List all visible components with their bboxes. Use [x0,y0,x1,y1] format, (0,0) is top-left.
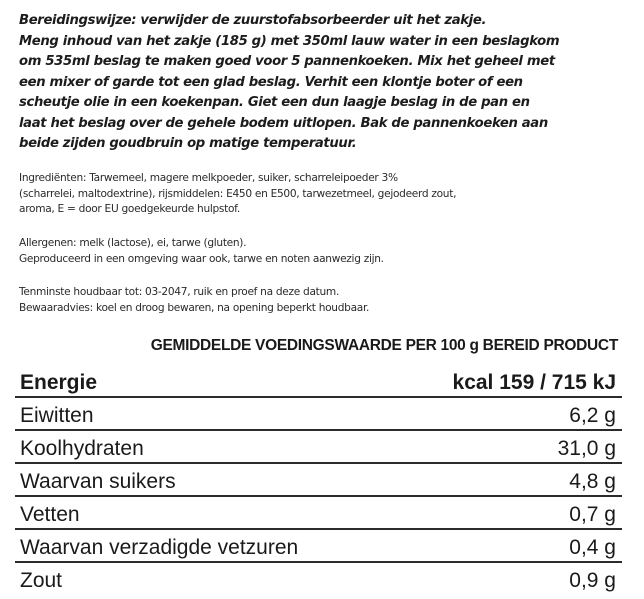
preparation-line: laat het beslag over de gehele bodem uitlopen. Bak de pannenkoeken aan [19,115,548,131]
preparation-line: een mixer of garde tot een glad beslag. Verhit een klontje boter of een [19,74,523,90]
ingredients-line: (scharrelei, maltodextrine), rijsmiddelen: E450 en E500, tarwezetmeel, gejodeerd zout, [19,187,457,200]
nutrition-row-energy [15,364,622,398]
nutrient-label: Zout [20,569,63,592]
preparation-line: beide zijden goudbruin op matige temperatuur. [19,136,357,151]
nutrient-label: Vetten [20,503,80,526]
nutrient-label: Waarvan verzadigde vetzuren [20,536,299,559]
allergens-section [19,236,629,267]
nutrient-value: 0,4 g [569,536,616,559]
preparation-line: scheutje olie in een koekenpan. Giet een dun laagje beslag in de pan en [19,95,530,110]
nutrient-value: 0,7 g [569,503,616,526]
preparation-line: om 535ml beslag te maken goed voor 5 pannenkoeken. Mix het geheel met [19,54,555,69]
preparation-line: Meng inhoud van het zakje (185 g) met 350ml lauw water in een beslagkom [19,33,560,49]
allergens-line: Allergenen: melk (lactose), ei, tarwe (gluten). [19,237,247,249]
nutrition-row-saturated-fat [15,530,622,563]
ingredients-section [19,171,629,218]
preparation-line: Bereidingswijze: verwijder de zuurstofabsorbeerder uit het zakje. [19,13,487,28]
nutrient-label: Koolhydraten [20,437,144,460]
nutrient-label: Eiwitten [20,404,94,427]
nutrition-row-protein [15,398,622,431]
nutrient-value: 4,8 g [569,470,616,493]
nutrition-table [15,364,622,594]
nutrition-row-carbohydrates [15,431,622,464]
preparation-instructions [19,11,629,155]
nutrition-row-sugars [15,464,622,497]
storage-line: Bewaaradvies: koel en droog bewaren, na opening beperkt houdbaar. [19,301,370,314]
storage-line: Tenminste houdbaar tot: 03-2047, ruik en proef na deze datum. [19,286,340,298]
nutrition-row-salt [15,563,622,594]
nutrient-value: 31,0 g [557,437,616,460]
nutrient-label: Waarvan suikers [20,470,176,493]
nutrient-label: Energie [20,371,98,394]
allergens-line: Geproduceerd in een omgeving waar ook, tarwe en noten aanwezig zijn. [19,252,384,265]
nutrient-value: kcal 159 / 715 kJ [452,371,616,394]
storage-section [19,285,629,316]
nutrient-value: 0,9 g [569,569,616,592]
nutrition-row-fat [15,497,622,530]
nutrition-title: GEMIDDELDE VOEDINGSWAARDE PER 100 g BEREID PRODUCT [150,337,618,354]
ingredients-line: aroma, E = door EU goedgekeurde hulpstof. [19,203,240,216]
nutrient-value: 6,2 g [569,404,616,427]
ingredients-line: Ingrediënten: Tarwemeel, magere melkpoeder, suiker, scharreleipoeder 3% [19,172,398,184]
